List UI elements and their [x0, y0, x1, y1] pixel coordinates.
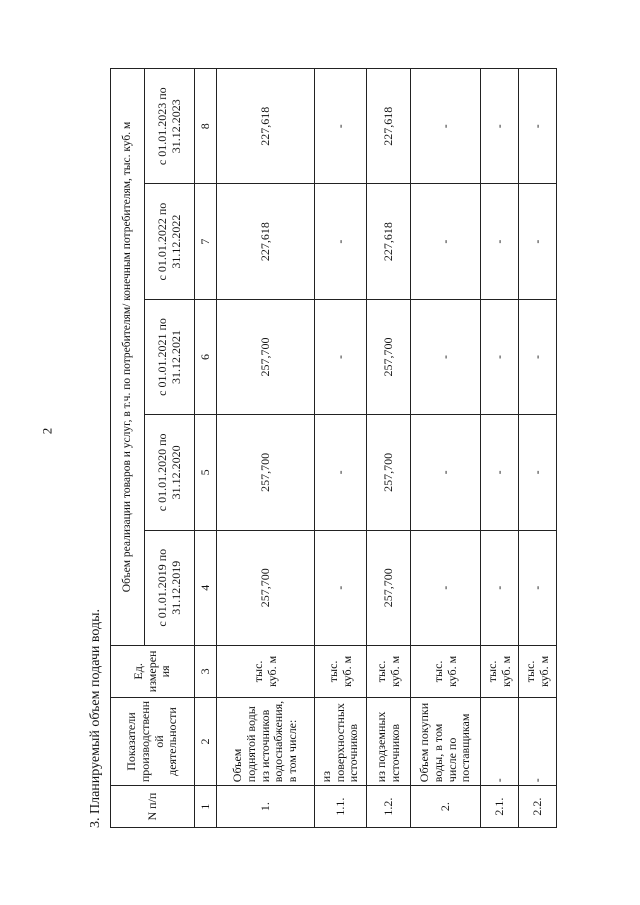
column-number: 4 — [195, 530, 217, 645]
row-value: - — [315, 415, 367, 530]
header-period: с 01.01.2019 по 31.12.2019 — [145, 530, 195, 645]
header-period: с 01.01.2023 по 31.12.2023 — [145, 69, 195, 184]
row-value: - — [519, 530, 557, 645]
column-number: 8 — [195, 69, 217, 184]
row-value: - — [411, 184, 481, 299]
row-unit: тыс. куб. м — [315, 645, 367, 697]
row-value: - — [411, 415, 481, 530]
row-value: - — [519, 299, 557, 414]
row-value: - — [315, 69, 367, 184]
row-indicator: из подземных источников — [367, 697, 411, 785]
row-value: 257,700 — [217, 299, 315, 414]
section-title: 3. Планируемый объем подачи воды. — [88, 608, 103, 828]
page-number: 2 — [39, 427, 55, 435]
row-value: - — [519, 184, 557, 299]
row-unit: тыс. куб. м — [217, 645, 315, 697]
row-indicator: - — [481, 697, 519, 785]
row-value: - — [481, 299, 519, 414]
row-indicator: - — [519, 697, 557, 785]
row-value: - — [411, 530, 481, 645]
row-unit: тыс. куб. м — [367, 645, 411, 697]
column-number: 3 — [195, 645, 217, 697]
row-value: 227,618 — [217, 184, 315, 299]
row-num: 1. — [217, 786, 315, 828]
header-period: с 01.01.2020 по 31.12.2020 — [145, 415, 195, 530]
row-value: - — [481, 69, 519, 184]
header-unit: Ед. измерен ия — [111, 645, 195, 697]
row-value: - — [411, 299, 481, 414]
table-row — [217, 69, 315, 828]
table-row — [367, 69, 411, 828]
header-indicator: Показатели производственн ой деятельности — [111, 697, 195, 785]
column-number: 5 — [195, 415, 217, 530]
row-value: - — [481, 184, 519, 299]
column-number: 7 — [195, 184, 217, 299]
header-num: N п/п — [111, 786, 195, 828]
row-value: 227,618 — [217, 69, 315, 184]
header-period: с 01.01.2021 по 31.12.2021 — [145, 299, 195, 414]
table-row — [519, 69, 557, 828]
row-value: 257,700 — [367, 299, 411, 414]
row-unit: тыс. куб. м — [481, 645, 519, 697]
table-row — [315, 69, 367, 828]
column-number-row — [195, 69, 217, 828]
header-volume-group: Объем реализации товаров и услуг, в т.ч. по потребителям/ конечным потребителям, тыс. куб. м — [111, 69, 145, 646]
row-value: - — [481, 530, 519, 645]
table-row — [411, 69, 481, 828]
header-period: с 01.01.2022 по 31.12.2022 — [145, 184, 195, 299]
row-unit: тыс. куб. м — [411, 645, 481, 697]
row-value: 227,618 — [367, 184, 411, 299]
row-indicator: Объем поднятой воды из источников водоснабжения, в том числе: — [217, 697, 315, 785]
row-value: 257,700 — [367, 530, 411, 645]
row-value: 257,700 — [217, 415, 315, 530]
row-num: 2. — [411, 786, 481, 828]
row-value: 257,700 — [367, 415, 411, 530]
row-value: - — [411, 69, 481, 184]
row-num: 1.1. — [315, 786, 367, 828]
row-value: 227,618 — [367, 69, 411, 184]
column-number: 1 — [195, 786, 217, 828]
row-value: - — [315, 530, 367, 645]
water-supply-table — [110, 68, 557, 828]
row-num: 2.2. — [519, 786, 557, 828]
row-num: 1.2. — [367, 786, 411, 828]
row-value: - — [519, 415, 557, 530]
table-row — [481, 69, 519, 828]
document-page — [88, 68, 551, 828]
row-indicator: из поверхностных источников — [315, 697, 367, 785]
row-value: - — [315, 184, 367, 299]
column-number: 2 — [195, 697, 217, 785]
column-number: 6 — [195, 299, 217, 414]
row-value: - — [481, 415, 519, 530]
header-row-1 — [111, 69, 145, 828]
row-value: - — [519, 69, 557, 184]
row-value: 257,700 — [217, 530, 315, 645]
row-num: 2.1. — [481, 786, 519, 828]
row-indicator: Объем покупки воды, в том числе по поставщикам — [411, 697, 481, 785]
row-unit: тыс. куб. м — [519, 645, 557, 697]
row-value: - — [315, 299, 367, 414]
water-supply-table-wrap — [110, 68, 557, 828]
